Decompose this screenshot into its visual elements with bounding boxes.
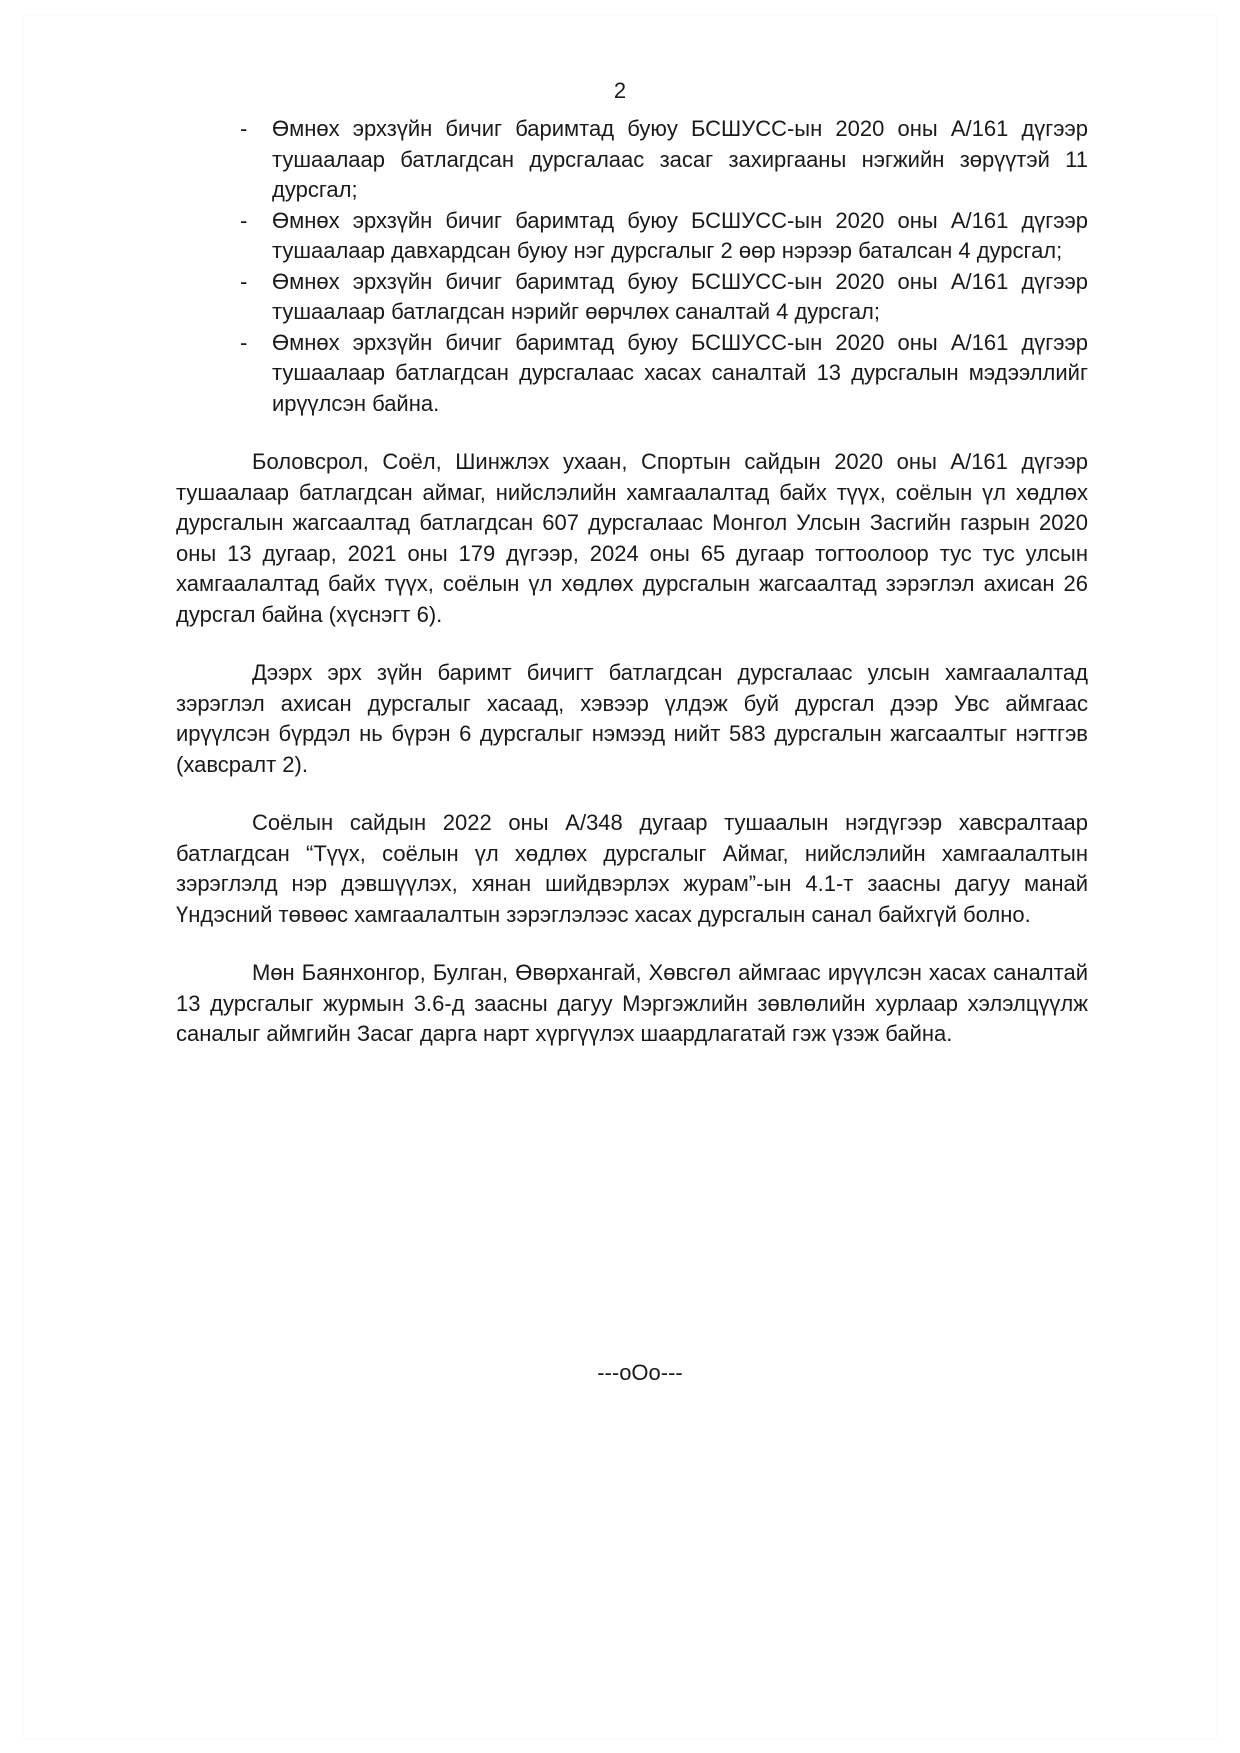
bullet-list bbox=[176, 114, 1088, 419]
bullet-text: Өмнөх эрхзүйн бичиг баримтад буюу БСШУСС-ын 2020 оны А/161 дүгээр тушаалаар батлагдсан нэрийг өөрчлөх саналтай 4 дурсгал; bbox=[272, 268, 1088, 324]
page-number: 2 bbox=[613, 78, 627, 103]
paragraph: Дээрх эрх зүйн баримт бичигт батлагдсан дурсгалаас улсын хамгаалалтад зэрэглэл ахисан дурсгалыг хасаад, хэвээр үлдэж буй дурсгал дээр Увс аймгаас ирүүлсэн бүрдэл нь бүрэн 6 дурсгалыг нэмээд нийт 583 дурсгалын жагсаалтыг нэгтгэв (хавсралт 2). bbox=[176, 660, 1088, 777]
closing-mark: ---oOo--- bbox=[597, 1360, 683, 1385]
bullet-item bbox=[176, 114, 1088, 206]
bullet-item bbox=[176, 267, 1088, 328]
bullet-text: Өмнөх эрхзүйн бичиг баримтад буюу БСШУСС-ын 2020 оны А/161 дүгээр тушаалаар батлагдсан дурсгалаас хасах саналтай 13 дурсгалын мэдээллийг ирүүлсэн байна. bbox=[272, 329, 1088, 416]
document-page bbox=[24, 16, 1216, 1738]
paragraph: Соёлын сайдын 2022 оны А/348 дугаар тушаалын нэгдүгээр хавсралтаар батлагдсан “Түүх, соёлын үл хөдлөх дурсгалыг Аймаг, нийслэлийн хамгаалалтын зэрэглэлд нэр дэвшүүлэх, хянан шийдвэрлэх журам”-ын 4.1-т заасны дагуу манай Үндэсний төвөөс хамгаалалтын зэрэглэлээс хасах дурсгалын санал байхгүй болно. bbox=[176, 810, 1088, 927]
bullet-marker: - bbox=[240, 116, 248, 141]
paragraph: Боловсрол, Соёл, Шинжлэх ухаан, Спортын сайдын 2020 оны А/161 дүгээр тушаалаар батлагдсан аймаг, нийслэлийн хамгаалалтад байх түүх, соёлын үл хөдлөх дурсгалын жагсаалтад батлагдсан 607 дурсгалаас Монгол Улсын Засгийн газрын 2020 оны 13 дугаар, 2021 оны 179 дүгээр, 2024 оны 65 дугаар тогтоолоор тус тус улсын хамгаалалтад байх түүх, соёлын үл хөдлөх дурсгалын жагсаалтад зэрэглэл ахисан 26 дурсгал байна (хүснэгт 6). bbox=[176, 449, 1088, 627]
bullet-item bbox=[176, 206, 1088, 267]
bullet-text: Өмнөх эрхзүйн бичиг баримтад буюу БСШУСС-ын 2020 оны А/161 дүгээр тушаалаар давхардсан буюу нэг дурсгалыг 2 өөр нэрээр баталсан 4 дурсгал; bbox=[272, 207, 1088, 263]
bullet-item bbox=[176, 328, 1088, 420]
bullet-marker: - bbox=[240, 268, 248, 294]
bullet-text: Өмнөх эрхзүйн бичиг баримтад буюу БСШУСС-ын 2020 оны А/161 дүгээр тушаалаар батлагдсан дурсгалаас засаг захиргааны нэгжийн зөрүүтэй 11 дурсгал; bbox=[272, 116, 1088, 202]
bullet-marker: - bbox=[240, 329, 248, 355]
document-body bbox=[176, 114, 1088, 1050]
bullet-marker: - bbox=[240, 207, 248, 233]
paragraph: Мөн Баянхонгор, Булган, Өвөрхангай, Хөвсгөл аймгаас ирүүлсэн хасах саналтай 13 дурсгалыг журмын 3.6-д заасны дагуу Мэргэжлийн зөвлөлийн хурлаар хэлэлцүүлж саналыг аймгийн Засаг дарга нарт хүргүүлэх шаардлагатай гэж үзэж байна. bbox=[176, 960, 1088, 1046]
